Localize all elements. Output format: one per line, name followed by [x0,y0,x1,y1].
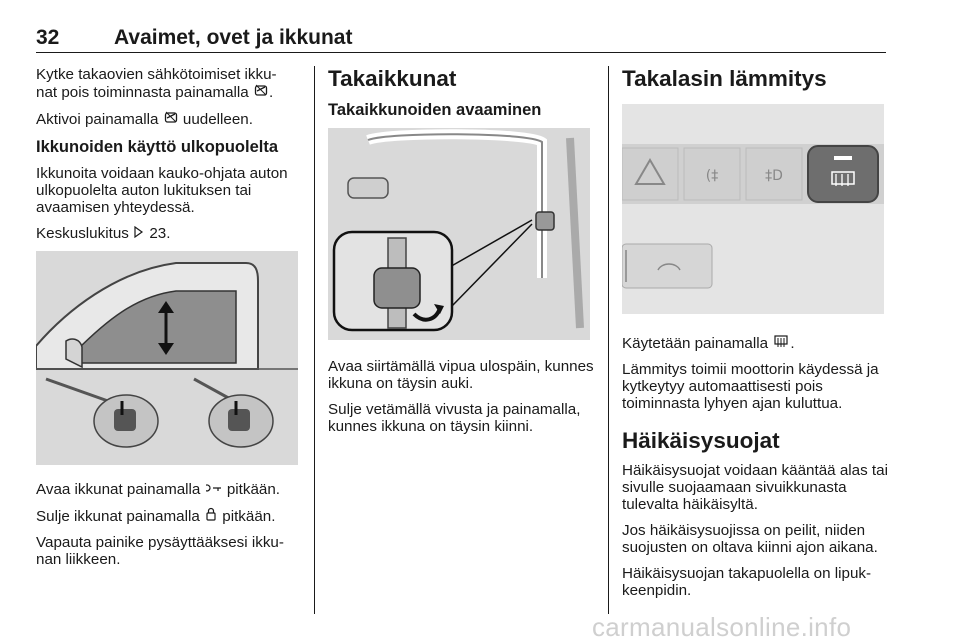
chapter-title: Avaimet, ovet ja ikkunat [114,26,353,49]
rear-window-latch-illustration [328,128,590,340]
paragraph-open-windows: Avaa ikkunat painamalla pitkään. [36,481,281,498]
section-title-sun-visors: Häikäisysuojat [622,428,780,453]
unlock-key-icon [206,481,222,498]
column-1 [36,66,302,577]
rear-defrost-button-illustration [622,104,884,314]
window-lock-icon [164,110,178,128]
svg-text:(‡: (‡ [705,168,719,184]
paragraph-release-button: Vapauta painike pysäyttääksesi ikku-nan liikkeen. [36,534,284,568]
paragraph-activate-windows: Aktivoi painamalla uudelleen. [36,111,253,128]
paragraph-ticket-holder: Häikäisysuojan takapuolella on lipuk-keenpidin. [622,565,872,599]
paragraph-open-latch: Avaa siirtämällä vipua ulospäin, kunnes ikkuna on täysin auki. [328,358,594,392]
column-3 [622,66,892,608]
rear-defrost-icon [773,334,789,352]
paragraph-disable-windows: Kytke takaovien sähkötoimiset ikku- nat pois toiminnasta painamalla . [36,66,277,101]
paragraph-visors-fold: Häikäisysuojat voidaan kääntää alas tai sivulle suojaamaan sivuikkunasta tulevalta häikäisyltä. [622,462,888,513]
section-title-rear-defroster: Takalasin lämmitys [622,66,827,91]
column-divider-1 [314,66,315,614]
page-header [36,22,886,53]
subheading-open-rear-windows: Takaikkunoiden avaaminen [328,101,542,119]
svg-text:‡D: ‡D [765,168,783,184]
section-title-rear-windows: Takaikkunat [328,66,457,91]
lock-key-icon [205,507,217,525]
paragraph-close-windows: Sulje ikkunat painamalla pitkään. [36,508,276,525]
paragraph-remote-windows: Ikkunoita voidaan kauko-ohjata auton ulkopuolelta auton lukituksen tai avaamisen yhteydessä. [36,165,288,216]
paragraph-defroster-operation: Lämmitys toimii moottorin käydessä ja kytkeytyy automaattisesti pois toiminnasta lyhyen ajan kuluttua. [622,361,879,412]
watermark: carmanualsonline.info [592,612,852,642]
section-heading-outside-operation: Ikkunoiden käyttö ulkopuolelta [36,138,279,156]
paragraph-central-locking-ref: Keskuslukitus 23. [36,225,171,242]
window-lock-icon [254,83,268,101]
paragraph-visor-mirrors: Jos häikäisysuojissa on peilit, niiden suojusten on oltava kiinni ajon aikana. [622,522,878,556]
paragraph-use-defroster: Käytetään painamalla . [622,335,795,352]
page-number: 32 [36,26,60,49]
column-2 [328,66,596,444]
column-divider-2 [608,66,609,614]
reference-arrow-icon [134,225,144,242]
paragraph-close-latch: Sulje vetämällä vivusta ja painamalla, kunnes ikkuna on täysin kiinni. [328,401,581,435]
remote-key-window-illustration [36,251,298,465]
